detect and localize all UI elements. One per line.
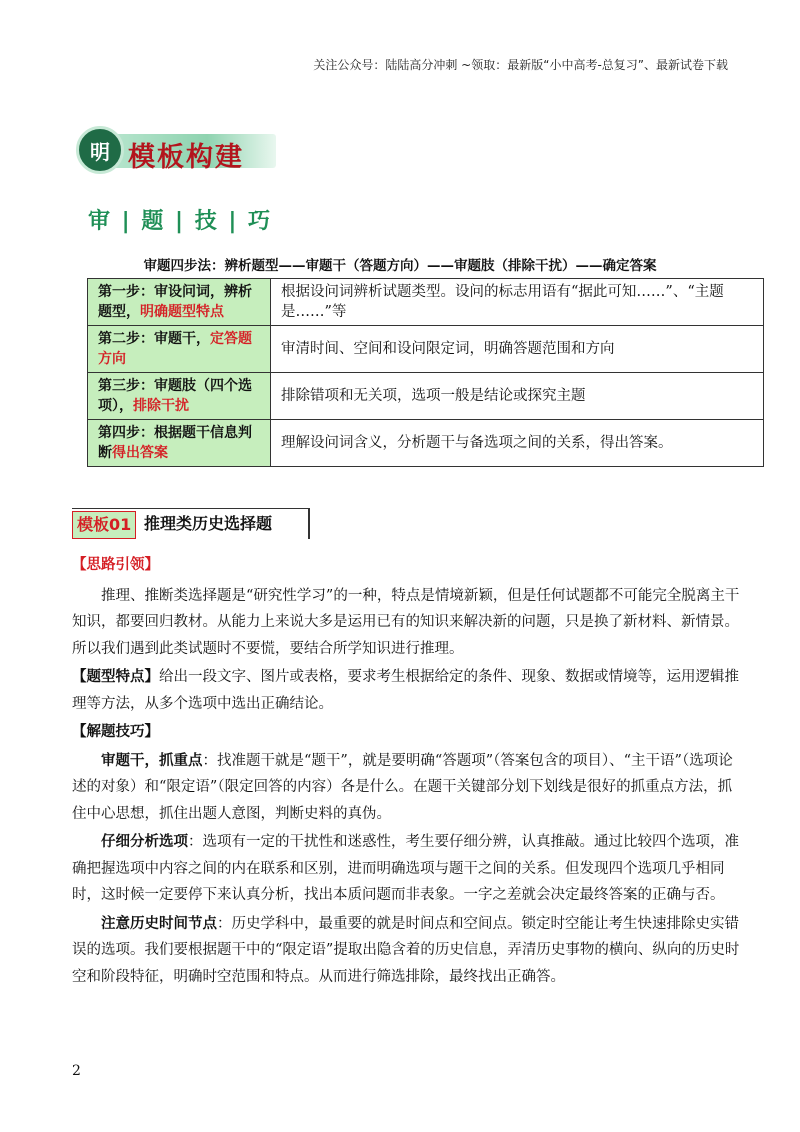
step-text: 第二步：审题干， (98, 331, 210, 347)
tip-text: ：历史学科中，最重要的就是时间点和空间点。锁定时空能让考生快速排除史实错误的选项。我们要根据题干中的“限定语”提取出隐含着的历史信息，弄清历史事物的横向、纵向的历史时空和阶段特征，明确时空范围和特点。从而进行筛选排除，最终找出正确答。 (72, 915, 740, 985)
steps-table (87, 278, 764, 467)
step-description: 根据设问词辨析试题类型。设问的标志用语有“据此可知……”、“主题是……”等 (271, 279, 764, 326)
step-text: 第四步：根据题干信息判断 (98, 425, 252, 461)
template-title: 推理类历史选择题 (144, 514, 273, 533)
template-banner (76, 122, 276, 176)
feature-label: 【题型特点】 (72, 669, 159, 685)
tip-text: ：选项有一定的干扰性和迷惑性，考生要仔细分辨，认真推敲。通过比较四个选项，准确把握选项中内容之间的内在联系和区别，进而明确选项与题干之间的关系。但发现四个选项几乎相同时，这时候一定要停下来认真分析，找出本质问题而非表象。一字之差就会决定最终答案的正确与否。 (72, 834, 739, 903)
page-number: 2 (72, 1063, 81, 1079)
step-highlight: 明确题型特点 (140, 304, 224, 320)
step-text: 第一步：审设问词，辨析题型， (98, 284, 252, 320)
step-description: 排除错项和无关项，选项一般是结论或探究主题 (271, 373, 764, 420)
template-heading (72, 508, 310, 539)
tip-label: 仔细分析选项 (101, 834, 188, 850)
tip-text: ：找准题干就是“题干”，就是要明确“答题项”（答案包含的项目）、“主干语”（选项论述的对象）和“限定语”（限定回答的内容）各是什么。在题干关键部分划下划线是很好的抓重点方法，抓住中心思想，抓住出题人意图，判断史料的真伪。 (72, 752, 733, 822)
step-highlight: 排除干扰 (133, 398, 189, 414)
paragraph (72, 664, 742, 717)
tip-label: 注意历史时间节点 (101, 915, 217, 932)
step-text: 第三步：审题肢（四个选项）， (98, 378, 252, 414)
paragraph: 推理、推断类选择题是“研究性学习”的一种，特点是情境新颖，但是任何试题都不可能完全脱离主干知识，都要回归教材。从能力上来说大多是运用已有的知识来解决新的问题，只是换了新材料、新情景。所以我们遇到此类试题时不要慌，要结合所学知识进行推理。 (72, 587, 740, 657)
paragraph (72, 911, 742, 991)
step-cell (88, 373, 271, 420)
step-description: 审清时间、空间和设问限定词，明确答题范围和方向 (271, 326, 764, 373)
step-highlight: 定答题方向 (98, 331, 252, 367)
step-cell (88, 420, 271, 467)
paragraph (72, 748, 742, 828)
banner-circle-icon: 明 (76, 126, 124, 174)
step-highlight: 得出答案 (112, 445, 168, 461)
tip-label: 审题干，抓重点 (101, 752, 203, 769)
skills-label: 【解题技巧】 (72, 724, 159, 740)
table-row (88, 279, 764, 326)
banner-title: 模板构建 (128, 142, 244, 173)
step-cell (88, 326, 271, 373)
template-label: 模板01 (72, 511, 136, 539)
table-row (88, 326, 764, 373)
body-content (72, 552, 742, 990)
step-description: 理解设问词含义，分析题干与备选项之间的关系，得出答案。 (271, 420, 764, 467)
paragraph (72, 829, 742, 909)
skills-title: 审 | 题 | 技 | 巧 (88, 209, 273, 234)
table-row (88, 373, 764, 420)
header-note: 关注公众号：陆陆高分冲刺 ~领取：最新版“小中高考-总复习”、最新试卷下载 (313, 58, 728, 72)
table-row (88, 420, 764, 467)
steps-heading: 审题四步法：辨析题型——审题干（答题方向）——审题肢（排除干扰）——确定答案 (143, 258, 657, 274)
step-cell (88, 279, 271, 326)
section-title: 【思路引领】 (72, 557, 159, 573)
feature-text: 给出一段文字、图片或表格，要求考生根据给定的条件、现象、数据或情境等，运用逻辑推理等方法，从多个选项中选出正确结论。 (72, 669, 739, 712)
